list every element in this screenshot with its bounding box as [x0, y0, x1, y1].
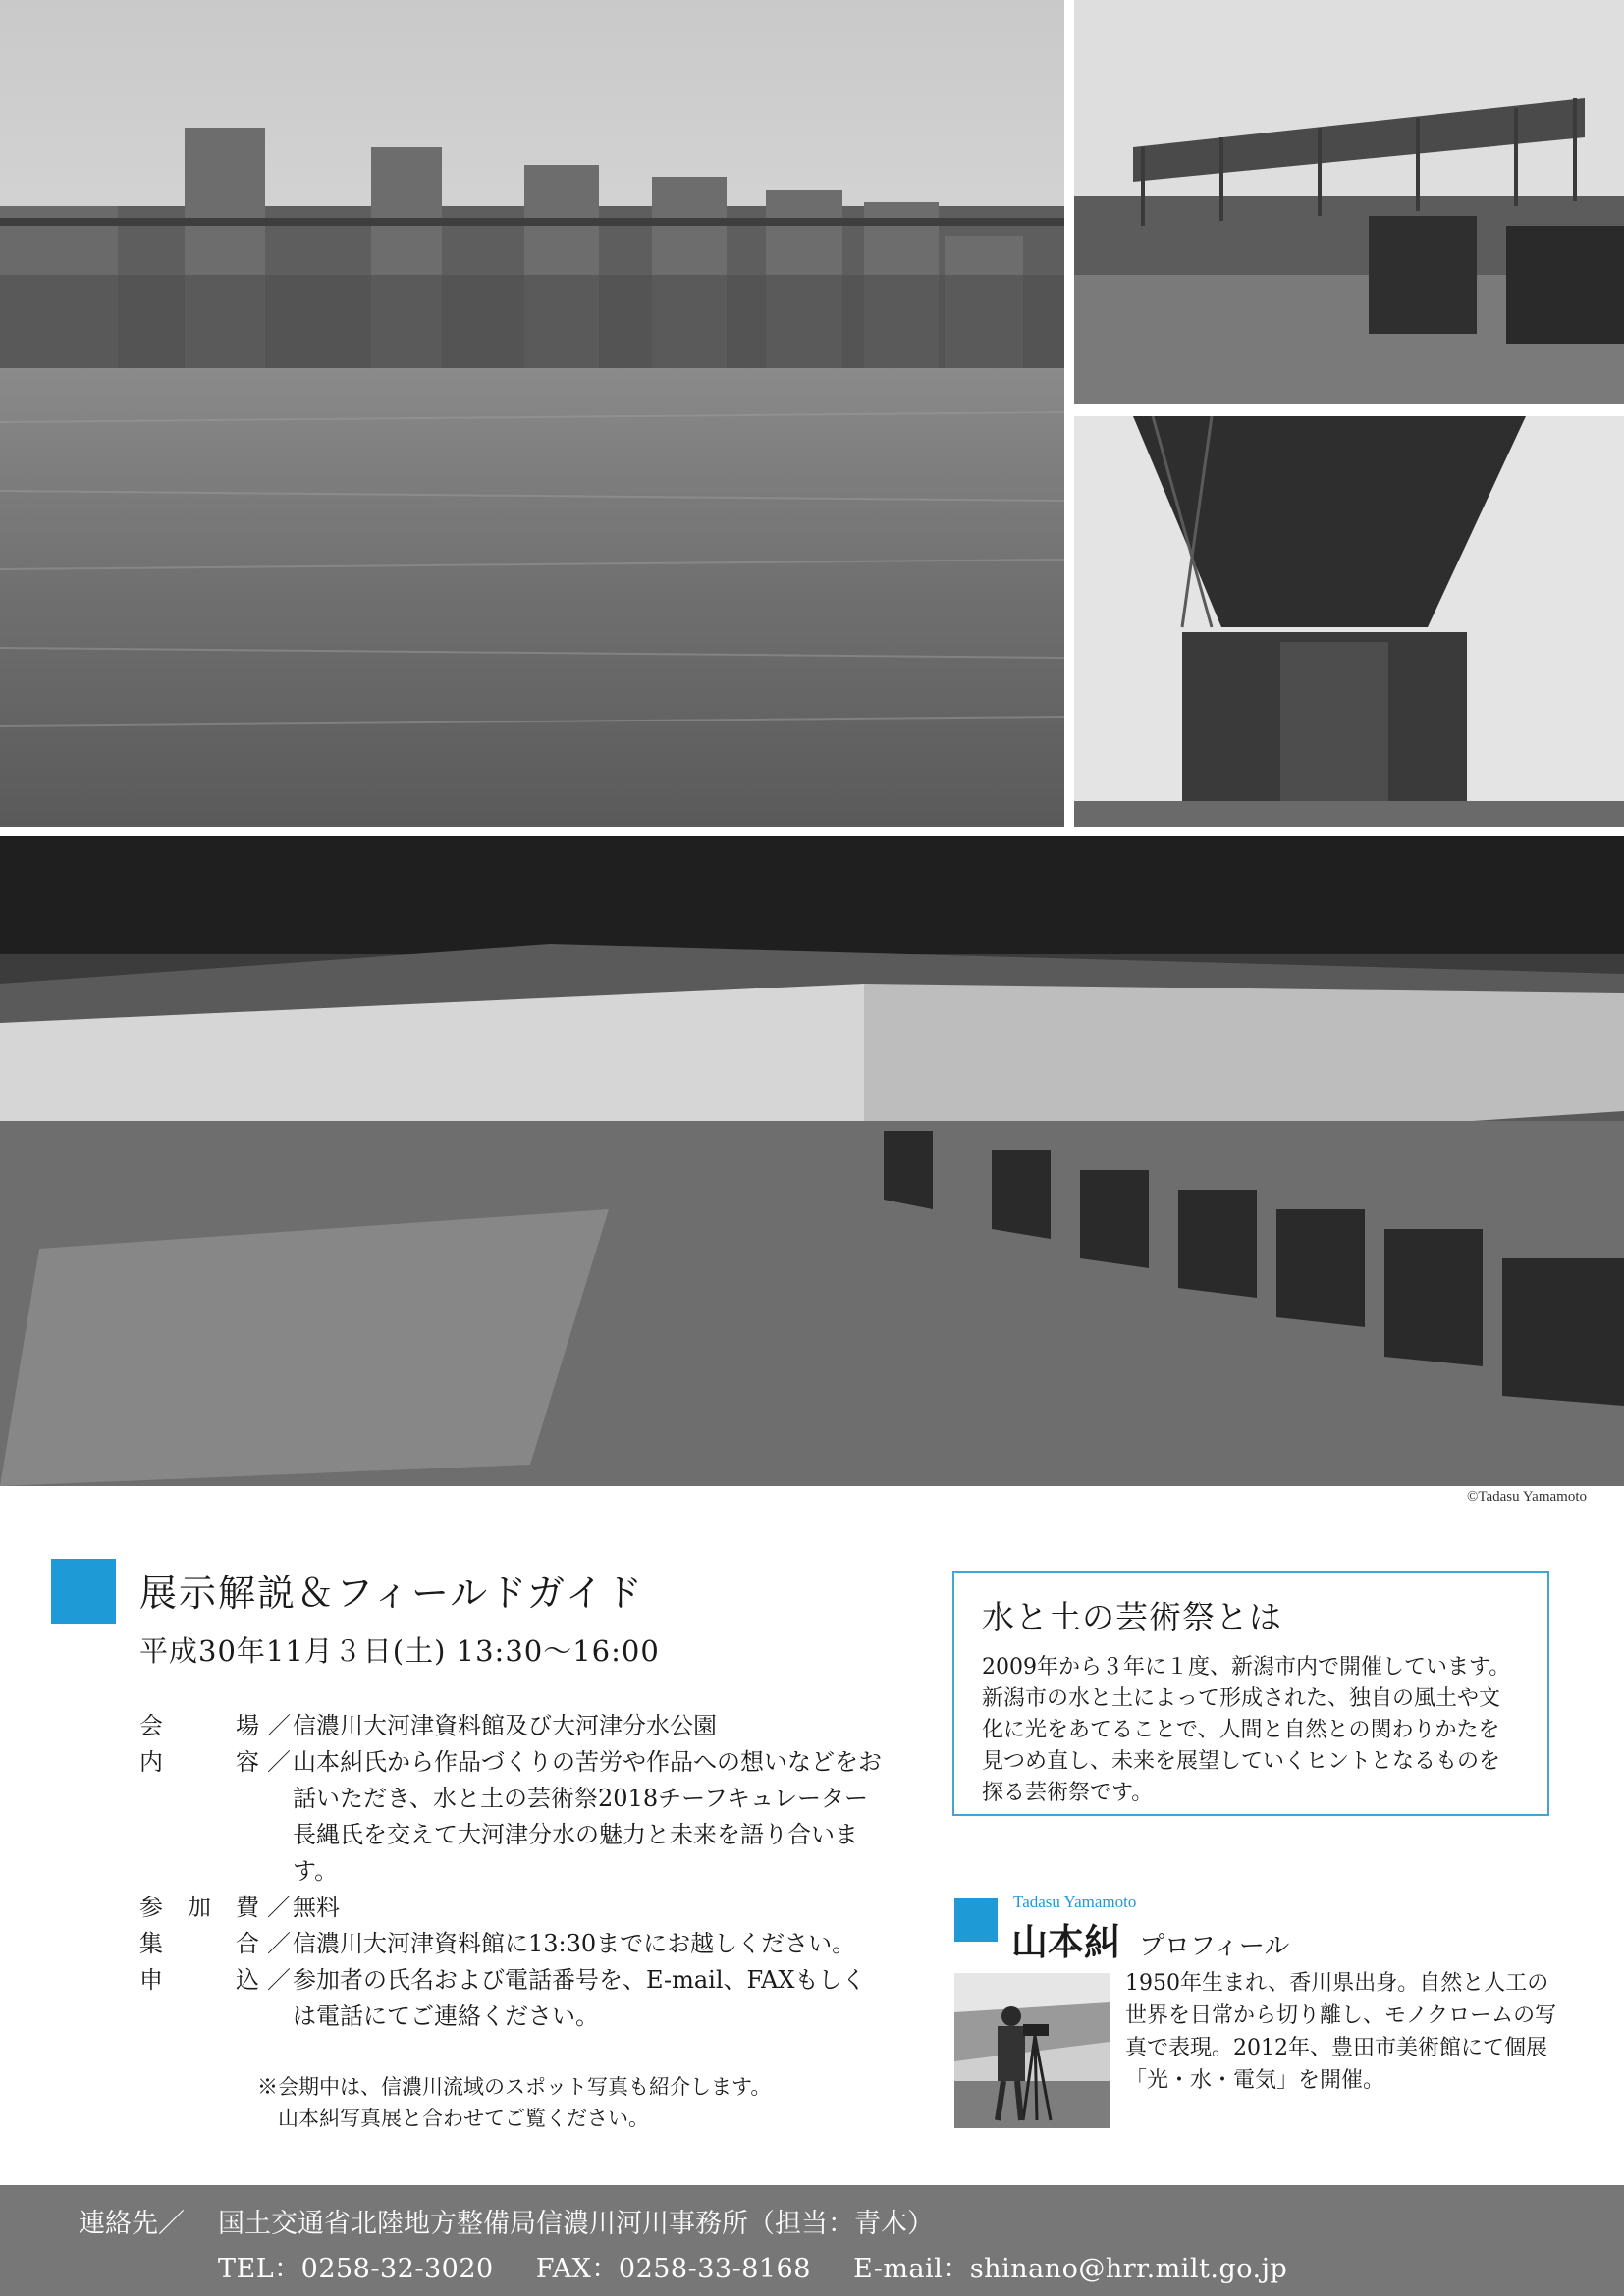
- photo-dam-towers: [0, 0, 1064, 827]
- profile-accent-square: [954, 1898, 998, 1942]
- photo-weir-water: [0, 836, 1624, 1486]
- detail-row-venue: [139, 1708, 886, 1744]
- detail-label-fee: 参加費: [139, 1894, 259, 1921]
- profile-photo-photographer: [954, 1973, 1110, 2128]
- about-title: 水と土の芸術祭とは: [982, 1598, 1282, 1636]
- detail-row-meeting: [139, 1926, 886, 1962]
- footer-contact-line: [218, 2247, 1287, 2285]
- detail-label-content: 内 容: [139, 1748, 259, 1776]
- footer-organization: 国土交通省北陸地方整備局信濃川河川事務所（担当：青木）: [218, 2209, 934, 2239]
- detail-value-fee: 無料: [293, 1894, 340, 1921]
- photo-bridge-pier: [1074, 416, 1624, 827]
- detail-label-venue: 会 場: [139, 1712, 259, 1739]
- footer-fax: FAX：0258-33-8168: [535, 2254, 811, 2284]
- detail-slash: ／: [267, 1748, 291, 1776]
- detail-row-fee: [139, 1890, 886, 1926]
- detail-value-venue: 信濃川大河津資料館及び大河津分水公園: [293, 1712, 717, 1739]
- detail-label-apply: 申 込: [139, 1966, 259, 1994]
- detail-value-meeting: 信濃川大河津資料館に13:30までにお越しください。: [293, 1930, 856, 1957]
- footer-label: 連絡先／: [79, 2209, 185, 2239]
- event-title: 展示解説＆フィールドガイド: [139, 1572, 644, 1615]
- detail-value-content: 山本糾氏から作品づくりの苦労や作品への想いなどをお話いただき、水と土の芸術祭2018チーフキュレーター長縄氏を交えて大河津分水の魅力と未来を語り合います。: [293, 1748, 882, 1885]
- detail-slash: ／: [267, 1966, 291, 1994]
- about-text: 2009年から３年に１度、新潟市内で開催しています。新潟市の水と土によって形成された、独自の風土や文化に光をあてることで、人間と自然との関わりかたを見つめ直し、未来を展望していくヒントとなるものを探る芸術祭です。: [982, 1655, 1511, 1805]
- detail-row-apply: [139, 1962, 886, 2035]
- event-accent-square: [51, 1559, 116, 1624]
- about-festival-box: [952, 1571, 1549, 1816]
- detail-row-content: [139, 1744, 886, 1890]
- profile-roman-name: Tadasu Yamamoto: [1013, 1893, 1137, 1911]
- detail-value-apply: 参加者の氏名および電話番号を、E-mail、FAXもしくは電話にてご連絡ください。: [293, 1966, 866, 2030]
- footer-tel: TEL：0258-32-3020: [218, 2254, 494, 2284]
- photo-credit: ©Tadasu Yamamoto: [1466, 1489, 1587, 1505]
- profile-suffix: プロフィール: [1139, 1932, 1290, 1961]
- detail-label-meeting: 集 合: [139, 1930, 259, 1957]
- detail-slash: ／: [267, 1894, 291, 1921]
- event-note: [257, 2071, 771, 2134]
- footer-email[interactable]: E-mail：shinano@hrr.milt.go.jp: [853, 2254, 1288, 2284]
- photo-truss-bridge: [1074, 0, 1624, 404]
- event-date: 平成30年11月３日(土) 13:30〜16:00: [139, 1634, 660, 1668]
- detail-slash: ／: [267, 1930, 291, 1957]
- note-line-2: 山本糾写真展と合わせてご覧ください。: [278, 2107, 649, 2130]
- footer-contact: [0, 2185, 1624, 2296]
- profile-text: 1950年生まれ、香川県出身。自然と人工の世界を日常から切り離し、モノクロームの写真で表現。2012年、豊田市美術館にて個展「光・水・電気」を開催。: [1125, 1971, 1557, 2093]
- event-details: [139, 1708, 886, 2035]
- profile-name: 山本糾: [1011, 1920, 1120, 1963]
- detail-slash: ／: [267, 1712, 291, 1739]
- note-line-1: ※会期中は、信濃川流域のスポット写真も紹介します。: [257, 2075, 772, 2099]
